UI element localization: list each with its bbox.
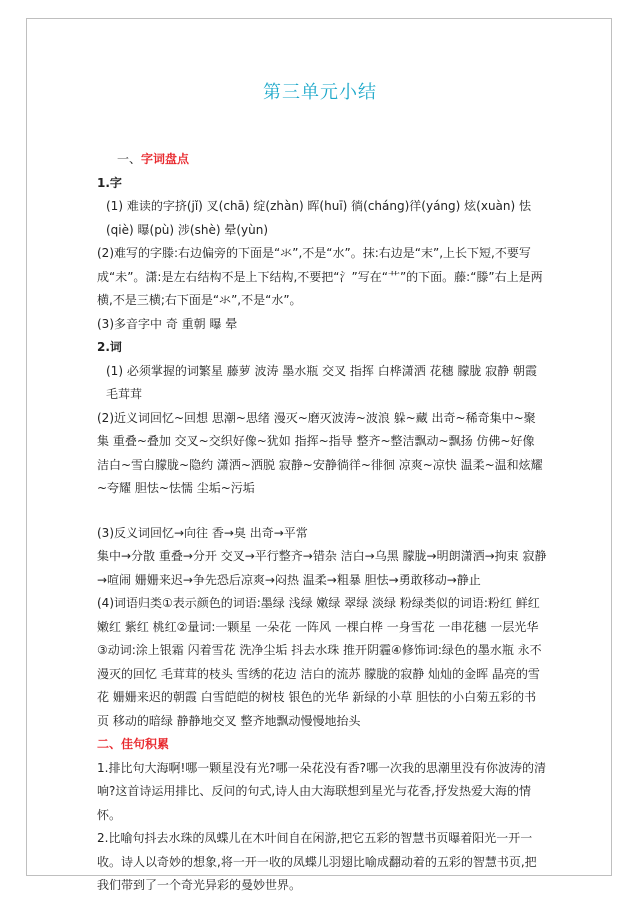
paragraph-synonyms: (2)近义词回忆~回想 思潮~思绪 漫灭~磨灭波涛~波浪 躲~藏 出奇~稀奇集中~聚集 重叠~叠加 交叉~交织好像~犹如 指挥~指导 整齐~整洁飘动~飘扬 仿佛~好像 洁白~雪白朦胧~隐约 潇洒~洒脱 寂静~安静徜徉~徘徊 凉爽~凉快 温柔~温和炫耀~夸耀 胆怯~怯懦 尘垢~污垢 bbox=[97, 410, 543, 495]
subheading-characters: 1.字 bbox=[97, 175, 122, 190]
section1-heading bbox=[97, 148, 547, 172]
paragraph-hard-writings: (2)难写的字滕:右边偏旁的下面是“氺”,不是“水”。抹:右边是“末”,上长下短,不要写成“未”。潇:是左右结构不是上下结构,不要把“氵”写在“艹”的下面。藤:“滕”右上是两横,不是三横;右下面是“氺”,不是“水”。 bbox=[97, 246, 543, 307]
paragraph-antonyms-intro: (3)反义词回忆→向往 香→臭 出奇→平常 bbox=[97, 525, 308, 540]
spacer bbox=[97, 501, 547, 522]
paragraph-word-categories: (4)词语归类①表示颜色的词语:墨绿 浅绿 嫩绿 翠绿 淡绿 粉绿类似的词语:粉红 鲜红 嫩红 紫红 桃红②量词:一颗星 一朵花 一阵风 一棵白桦 一身雪花 一串花穗 一层光华 ③动词:涂上银霜 闪着雪花 洗净尘垢 抖去水珠 推开阴霾④修饰词:绿色的墨水瓶 永不漫灭的回忆 毛茸茸的枝头 雪绣的花边 洁白的流苏 朦胧的寂静 灿灿的金晖 晶亮的雪花 姗姗来迟的朝霞 白雪皑皑的树枝 银色的光华 新绿的小草 胆怯的小白菊五彩的书页 移动的暗绿 静静地交叉 整齐地飘动慢慢地抬头 bbox=[97, 596, 542, 728]
paragraph-metaphor: 2.比喻句抖去水珠的凤蝶儿在木叶间自在闲游,把它五彩的智慧书页曝着阳光一开一收。诗人以奇妙的想象,将一开一收的凤蝶儿羽翅比喻成翻动着的五彩的智慧书页,把我们带到了一个奇光异彩的曼妙世界。 bbox=[97, 831, 537, 892]
paragraph-parallelism: 1.排比句大海啊!哪一颗星没有光?哪一朵花没有香?哪一次我的思潮里没有你波涛的清响?这首诗运用排比、反问的句式,诗人由大海联想到星光与花香,抒发热爱大海的情怀。 bbox=[97, 760, 547, 822]
paragraph-hard-readings: (1) 难读的字挤(jǐ) 叉(chā) 绽(zhàn) 晖(huī) 徜(cháng)徉(yáng) 炫(xuàn) 怯(qiè) 曝(pù) 涉(shè) 晕(yùn) bbox=[106, 199, 531, 237]
section1-heading-prefix: 一、 bbox=[117, 152, 142, 166]
paragraph-polyphones: (3)多音字中 奇 重朝 曝 晕 bbox=[97, 316, 238, 331]
document-body bbox=[97, 148, 547, 898]
section1-heading-text: 字词盘点 bbox=[141, 152, 190, 166]
subheading-words: 2.词 bbox=[97, 340, 122, 354]
paragraph-antonyms: 集中→分散 重叠→分开 交叉→平行整齐→错杂 洁白→乌黑 朦胧→明朗潇洒→拘束 寂静→喧闹 姗姗来迟→争先恐后凉爽→闷热 温柔→粗暴 胆怯→勇敢移动→静止 bbox=[97, 549, 547, 587]
section2-heading: 二、佳句积累 bbox=[97, 737, 170, 751]
paragraph-required-words: (1) 必须掌握的词繁星 藤萝 波涛 墨水瓶 交叉 指挥 白桦潇洒 花穗 朦胧 寂静 朝霞 毛茸茸 bbox=[106, 363, 537, 401]
page-title: 第三单元小结 bbox=[263, 82, 377, 103]
